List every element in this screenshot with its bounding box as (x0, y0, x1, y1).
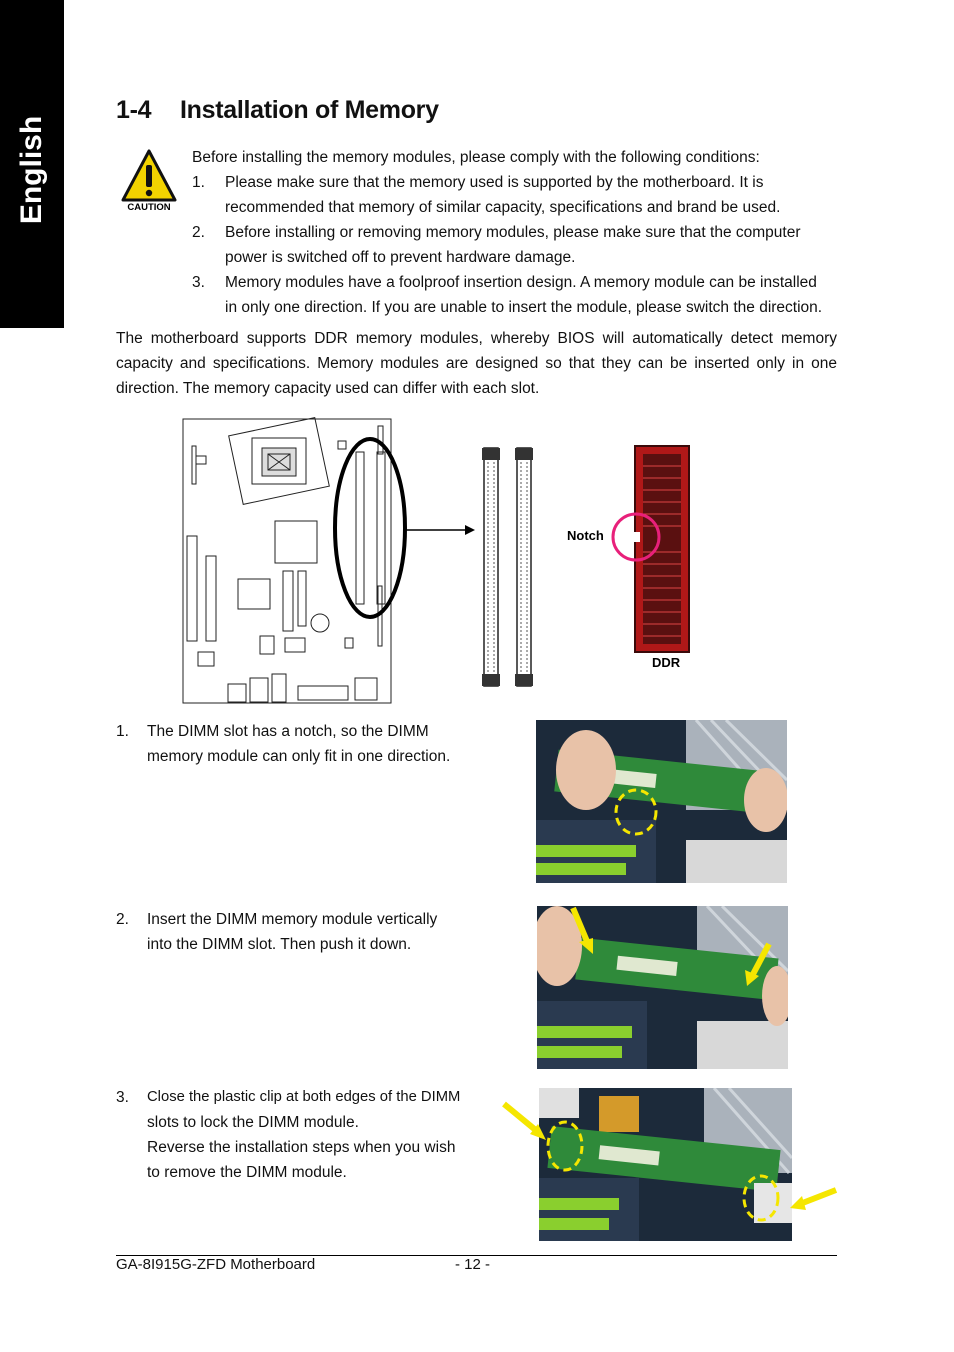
section-number: 1-4 (116, 96, 152, 124)
step3-photo (539, 1088, 792, 1241)
caution-label: CAUTION (127, 202, 171, 212)
condition-item (192, 170, 842, 220)
pointer-arrow-right (788, 1186, 838, 1216)
dimm-slot-large (515, 448, 533, 686)
condition-line: Before installing or removing memory modules, please make sure that the computer (225, 224, 801, 241)
condition-number: 1. (192, 174, 205, 191)
condition-line: Please make sure that the memory used is supported by the motherboard. It is (225, 174, 764, 191)
condition-number: 3. (192, 274, 205, 291)
caution-icon (120, 148, 178, 212)
step-line: Close the plastic clip at both edges of the DIMM (147, 1089, 461, 1105)
condition-line: in only one direction. If you are unable to insert the module, please switch the direction. (225, 299, 823, 316)
step1-photo (536, 720, 787, 883)
dimm-highlight-ellipse (335, 439, 405, 617)
step2-photo (537, 906, 788, 1069)
step-item (116, 1085, 486, 1185)
motherboard-outline (183, 418, 391, 703)
condition-number: 2. (192, 224, 205, 241)
condition-item (192, 220, 842, 270)
step-item (116, 907, 486, 957)
ddr-module (630, 446, 689, 652)
notch-label: Notch (567, 528, 604, 543)
footer-page-number: - 12 - (455, 1256, 491, 1273)
step-line: memory module can only fit in one direction. (147, 748, 451, 765)
intro-text: Before installing the memory modules, please comply with the following conditions: (192, 149, 760, 166)
step-item (116, 719, 486, 769)
step-line: into the DIMM slot. Then push it down. (147, 936, 412, 953)
condition-line: power is switched off to prevent hardware damage. (225, 249, 576, 266)
dimm-slot-large (482, 448, 500, 686)
section-title-text: Installation of Memory (180, 96, 439, 124)
condition-item (192, 270, 842, 320)
step-line: Reverse the installation steps when you wish (147, 1139, 456, 1156)
step-number: 1. (116, 723, 129, 740)
side-tab-label: English (15, 115, 48, 225)
section-title (116, 96, 439, 125)
dimm-slots-board (356, 452, 385, 604)
memory-support-paragraph: The motherboard supports DDR memory modules, whereby BIOS will automatically detect memory capacity and specifications. Memory modules are designed so that they can be inserted only in one direction. The memory capacity used can differ with each slot. (116, 330, 837, 397)
language-side-tab (0, 0, 64, 328)
step-number: 3. (116, 1089, 129, 1106)
ddr-label: DDR (652, 655, 681, 670)
step-line: to remove the DIMM module. (147, 1164, 347, 1181)
step-line: The DIMM slot has a notch, so the DIMM (147, 723, 429, 740)
pointer-arrow-left (500, 1098, 550, 1144)
step-line: slots to lock the DIMM module. (147, 1114, 359, 1131)
condition-line: recommended that memory of similar capacity, specifications and brand be used. (225, 199, 781, 216)
step-line: Insert the DIMM memory module vertically (147, 911, 438, 928)
step-number: 2. (116, 911, 129, 928)
memory-layout-diagram (180, 416, 700, 706)
footer-model: GA-8I915G-ZFD Motherboard (116, 1256, 316, 1273)
condition-line: Memory modules have a foolproof insertion design. A memory module can be installed (225, 274, 817, 291)
